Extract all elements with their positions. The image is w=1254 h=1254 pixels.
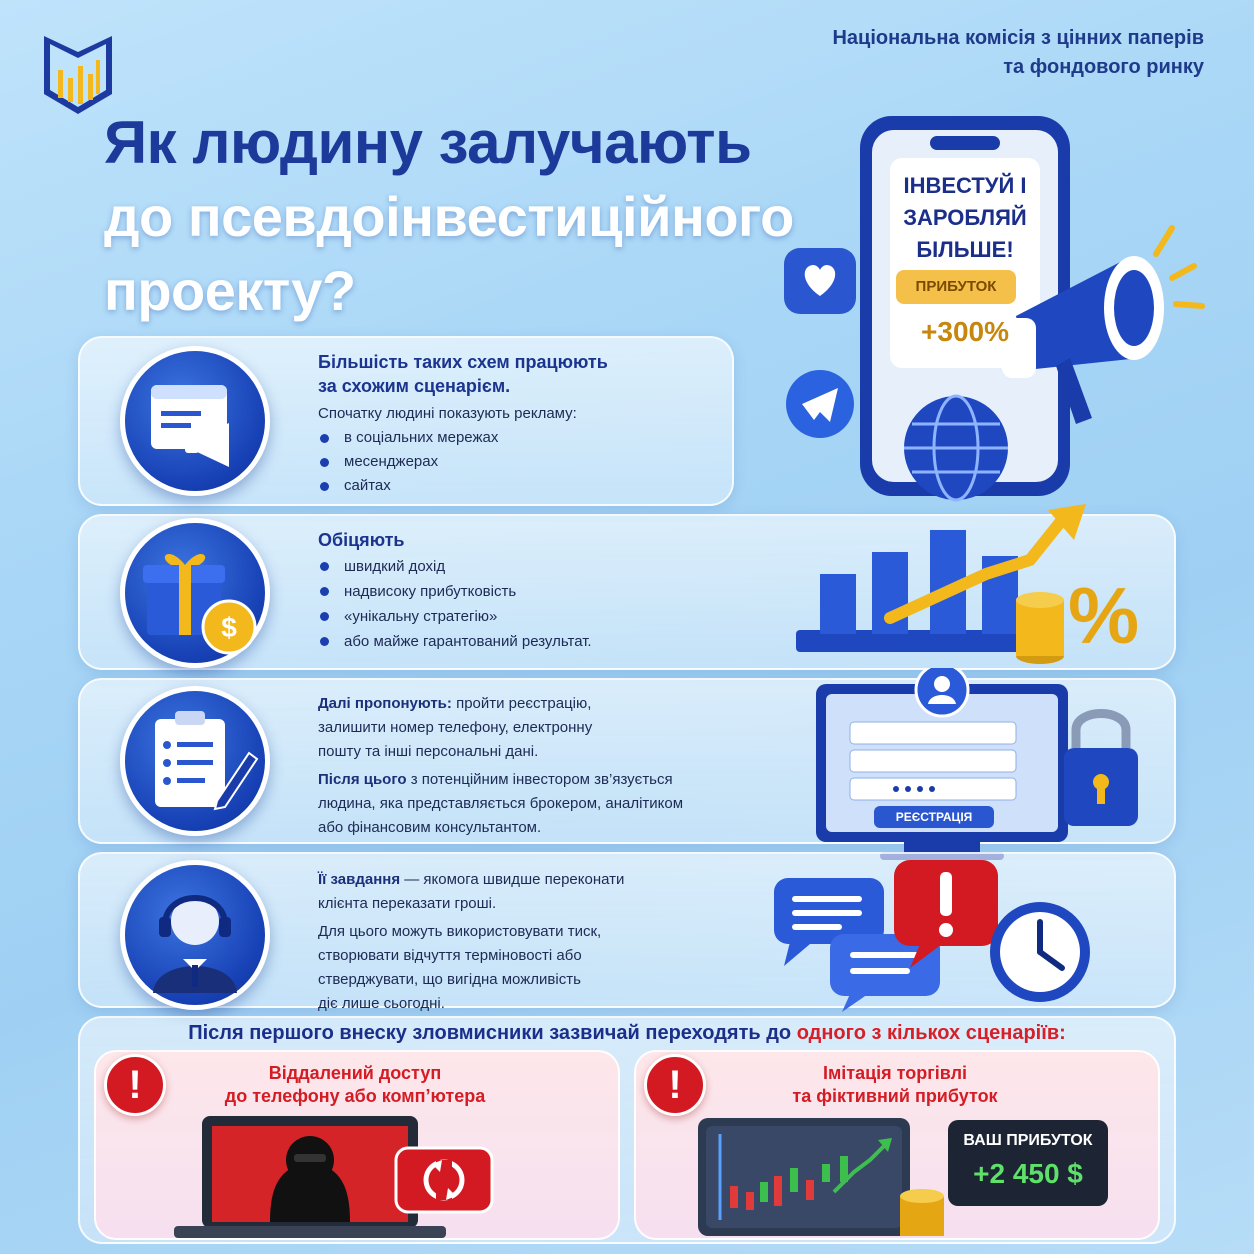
registration-text-2a: з потенційним інвестором зв’язується bbox=[406, 771, 673, 788]
fake-profit-label: ВАШ ПРИБУТОК bbox=[963, 1132, 1093, 1149]
title-line-3: проекту? bbox=[104, 259, 356, 322]
registration-text-1c: пошту та інші персональні дані. bbox=[318, 743, 539, 760]
headset-operator-icon bbox=[125, 865, 265, 1005]
org-line-1: Національна комісія з цінних паперів bbox=[832, 27, 1204, 49]
pressure-paragraph-1 bbox=[318, 868, 718, 892]
list-item: сайтах bbox=[318, 474, 718, 498]
registration-text-2c: або фінансовим консультантом. bbox=[318, 819, 542, 836]
form-icon-circle bbox=[120, 686, 270, 836]
scenarios-heading bbox=[0, 1022, 1254, 1045]
slogan-line-1: ІНВЕСТУЙ І bbox=[903, 173, 1027, 198]
card-pressure-text bbox=[318, 868, 718, 1016]
promises-list bbox=[318, 554, 718, 654]
ad-channel-list bbox=[318, 426, 718, 498]
remote-access-title bbox=[170, 1062, 540, 1108]
list-item: надвисоку прибутковість bbox=[318, 579, 718, 604]
pressure-text-1a: — якомога швидше переконати bbox=[400, 871, 625, 888]
ad-icon-circle bbox=[120, 346, 270, 496]
registration-paragraph-1 bbox=[318, 692, 718, 716]
page-title bbox=[104, 106, 794, 328]
list-item: в соціальних мережах bbox=[318, 426, 718, 450]
scenarios-heading-a: Після першого внеску зловмисники зазвичай переходять до bbox=[188, 1022, 797, 1044]
remote-access-title-2: до телефону або комп’ютера bbox=[224, 1086, 486, 1106]
svg-text:$: $ bbox=[221, 612, 237, 643]
percent-sign: % bbox=[1068, 571, 1140, 660]
card-ads-intro: Спочатку людині показують рекламу: bbox=[318, 405, 577, 422]
fake-trading-title-1: Імітація торгівлі bbox=[822, 1063, 968, 1083]
hacker-laptop-illustration bbox=[170, 1112, 500, 1242]
fake-trading-title-2: та фіктивний прибуток bbox=[792, 1086, 998, 1106]
card-registration-text bbox=[318, 692, 718, 840]
phone-slogan bbox=[890, 170, 1040, 266]
slogan-line-2: ЗАРОБЛЯЙ bbox=[903, 205, 1027, 230]
warning-icon: ! bbox=[644, 1054, 706, 1116]
profit-value: +300% bbox=[921, 316, 1009, 347]
list-item: месенджерах bbox=[318, 450, 718, 474]
card-ads-heading-1: Більшість таких схем працюють bbox=[318, 352, 608, 372]
phone-illustration bbox=[780, 108, 1220, 508]
gift-coin-icon bbox=[125, 523, 265, 663]
registration-text-2b: людина, яка представляється брокером, аналітиком bbox=[318, 795, 684, 812]
registration-form-illustration bbox=[810, 668, 1150, 864]
registration-bold-1: Далі пропонують: bbox=[318, 695, 452, 712]
gift-icon-circle bbox=[120, 518, 270, 668]
card-promises-text bbox=[318, 528, 718, 654]
register-button-label: РЕЄСТРАЦІЯ bbox=[895, 810, 973, 824]
remote-access-title-1: Віддалений доступ bbox=[268, 1063, 442, 1083]
card-ads-text bbox=[318, 350, 718, 498]
list-item: швидкий дохід bbox=[318, 554, 718, 579]
organization-name bbox=[832, 24, 1204, 82]
card-promises-heading: Обіцяють bbox=[318, 530, 405, 550]
title-line-1: Як людину залучають bbox=[104, 109, 752, 176]
pressure-text-2d: діє лише сьогодні. bbox=[318, 995, 445, 1012]
slogan-line-3: БІЛЬШЕ! bbox=[916, 237, 1014, 262]
ncsm-logo bbox=[40, 30, 116, 116]
pressure-text-1b: клієнта переказати гроші. bbox=[318, 895, 497, 912]
card-ads-heading-2: за схожим сценарієм. bbox=[318, 376, 511, 396]
broker-icon-circle bbox=[120, 860, 270, 1010]
warning-icon: ! bbox=[104, 1054, 166, 1116]
list-item: «унікальну стратегію» bbox=[318, 604, 718, 629]
pressure-bold-1: Її завдання bbox=[318, 871, 401, 888]
clipboard-pen-icon bbox=[125, 691, 265, 831]
registration-bold-2: Після цього bbox=[318, 771, 407, 788]
scenarios-heading-b: одного з кількох сценаріїв: bbox=[796, 1022, 1066, 1044]
growth-chart-illustration bbox=[790, 500, 1140, 676]
title-line-2: до псевдоінвестиційного bbox=[104, 185, 794, 248]
browser-megaphone-icon bbox=[125, 351, 265, 491]
trading-chart-illustration bbox=[694, 1116, 1144, 1240]
list-item: або майже гарантований результат. bbox=[318, 629, 718, 654]
registration-paragraph-2 bbox=[318, 768, 718, 792]
urgency-illustration bbox=[770, 856, 1110, 1016]
registration-text-1a: пройти реєстрацію, bbox=[451, 695, 592, 712]
pressure-text-2a: Для цього можуть використовувати тиск, bbox=[318, 923, 602, 940]
fake-profit-value: +2 450 $ bbox=[973, 1158, 1083, 1189]
fake-trading-title bbox=[710, 1062, 1080, 1108]
pressure-text-2c: стверджувати, що вигідна можливість bbox=[318, 971, 581, 988]
profit-label: ПРИБУТОК bbox=[915, 278, 997, 295]
pressure-text-2b: створювати відчуття терміновості або bbox=[318, 947, 582, 964]
org-line-2: та фондового ринку bbox=[1003, 56, 1204, 78]
registration-text-1b: залишити номер телефону, електронну bbox=[318, 719, 593, 736]
